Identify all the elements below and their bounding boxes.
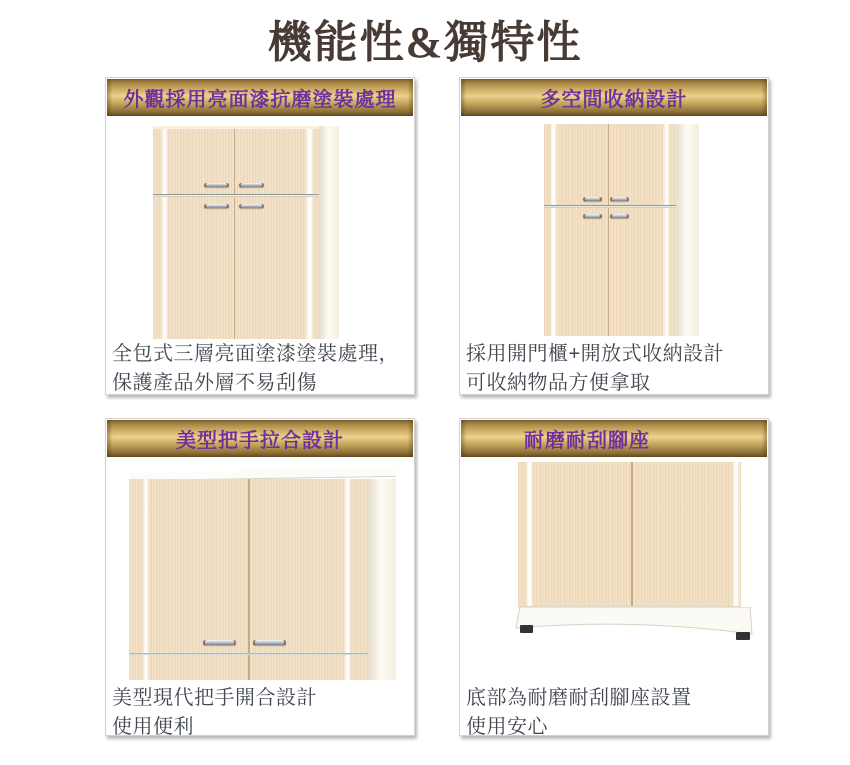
cabinet-doors [129,479,368,680]
door-highlight-stripe [161,129,168,339]
banner-label: 美型把手拉合設計 [176,430,344,452]
cabinet-foot [520,625,533,633]
door-highlight-stripe [732,462,740,606]
door-highlight-stripe [143,479,149,680]
cabinet-divider [153,194,319,197]
description-line: 使用安心 [466,716,548,736]
feature-banner [107,79,413,116]
door-highlight-stripe [526,462,533,606]
cabinet-plinth-base [510,607,756,647]
door-seam [248,479,250,680]
feature-card-multi-storage [459,77,769,395]
feature-banner [461,420,767,457]
cabinet-foot [736,632,750,640]
door-seam [631,462,633,606]
cabinet-side-panel [319,126,339,339]
door-highlight-stripe [305,129,314,339]
page-title: 機能性&獨特性 [267,18,583,67]
banner-label: 外觀採用亮面漆抗磨塗裝處理 [123,89,397,111]
door-handle [583,197,602,201]
feature-card-gloss-coating [105,77,415,395]
door-handle [239,183,264,187]
description-line: 使用便利 [112,716,194,736]
feature-card-handle-design [105,418,415,736]
feature-card-feet [459,418,769,736]
cabinet-doors [518,462,741,607]
door-highlight-stripe [550,124,557,336]
door-handle [203,640,236,645]
door-highlight-stripe [663,124,670,336]
door-highlight-stripe [344,479,351,680]
banner-label: 多空間收納設計 [540,89,688,111]
description-line: 保護產品外層不易刮傷 [112,372,317,394]
feature-description [466,684,764,736]
cabinet-front-image [460,116,768,338]
cabinet-front [153,126,319,339]
door-handle [253,640,286,645]
feature-grid [105,77,769,736]
cabinet-base-closeup-image [460,457,768,682]
cabinet-front-image [106,116,414,338]
cabinet-top-closeup-image [106,457,414,682]
description-line: 全包式三層亮面塗漆塗裝處理， [112,343,399,365]
cabinet-side-panel [676,124,699,336]
door-handle [610,197,629,201]
cabinet-divider [129,653,368,655]
banner-label: 耐磨耐刮腳座 [524,430,650,452]
description-line: 可收納物品方便拿取 [466,372,651,394]
description-line: 底部為耐磨耐刮腳座設置 [466,687,692,709]
description-line: 美型現代把手開合設計 [112,687,317,709]
door-seam [608,124,609,336]
feature-description [466,340,764,395]
door-handle [204,204,229,208]
feature-banner [461,79,767,116]
feature-description [112,684,410,736]
cabinet-front [544,124,676,336]
cabinet-divider [544,205,676,208]
description-line: 採用開門櫃+開放式收納設計 [466,343,725,365]
door-handle [204,183,229,187]
cabinet-side-panel [368,479,396,680]
feature-banner [107,420,413,457]
door-seam [234,129,235,339]
door-handle [583,214,602,218]
door-handle [610,214,629,218]
feature-description [112,340,410,395]
door-handle [239,204,264,208]
